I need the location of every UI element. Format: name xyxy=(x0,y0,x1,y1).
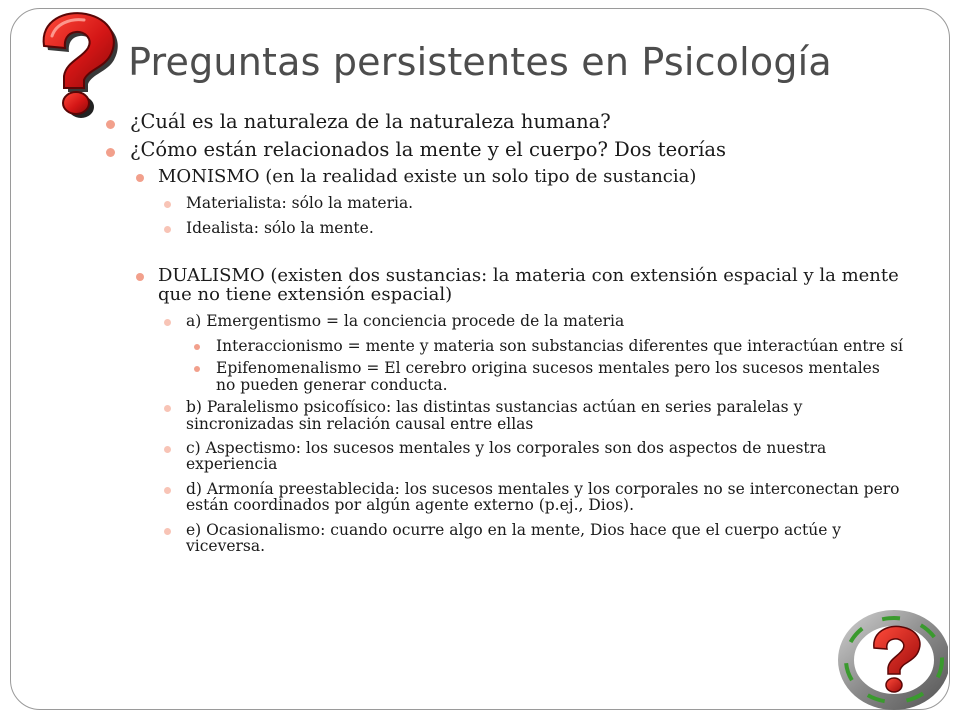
paralelismo-item: b) Paralelismo psicofísico: las distintas sustancias actúan en series paralelas y sincronizadas sin relación causal entre ellas xyxy=(162,399,904,432)
slide-content xyxy=(104,112,904,562)
dualismo-item: DUALISMO (existen dos sustancias: la materia con extensión espacial y la mente que no tiene extensión espacial) xyxy=(134,266,904,304)
epifenomenalismo-item: Epifenomenalismo = El cerebro origina sucesos mentales pero los sucesos mentales no pueden generar conducta. xyxy=(188,360,904,393)
armonia-item: d) Armonía preestablecida: los sucesos mentales y los corporales no se interconectan pero están coordinados por algún agente externo (p.ej., Dios). xyxy=(162,481,904,514)
aspectismo-item: c) Aspectismo: los sucesos mentales y los corporales son dos aspectos de nuestra experiencia xyxy=(162,440,904,473)
materialista-item: Materialista: sólo la materia. xyxy=(162,195,904,211)
question-mind-body: ¿Cómo están relacionados la mente y el cuerpo? Dos teorías xyxy=(104,140,904,161)
spacer xyxy=(104,244,904,266)
idealista-item: Idealista: sólo la mente. xyxy=(162,220,904,236)
ocasionalismo-item: e) Ocasionalismo: cuando ocurre algo en la mente, Dios hace que el cuerpo actúe y viceversa. xyxy=(162,522,904,555)
question-mark-icon xyxy=(22,6,132,118)
slide-title: Preguntas persistentes en Psicología xyxy=(128,40,832,84)
question-mark-ring-icon xyxy=(836,602,948,710)
question-human-nature: ¿Cuál es la naturaleza de la naturaleza humana? xyxy=(104,112,904,133)
interaccionismo-item: Interaccionismo = mente y materia son substancias diferentes que interactúan entre sí xyxy=(188,338,904,354)
emergentismo-item: a) Emergentismo = la conciencia procede de la materia xyxy=(162,313,904,329)
monismo-item: MONISMO (en la realidad existe un solo tipo de sustancia) xyxy=(134,167,904,186)
